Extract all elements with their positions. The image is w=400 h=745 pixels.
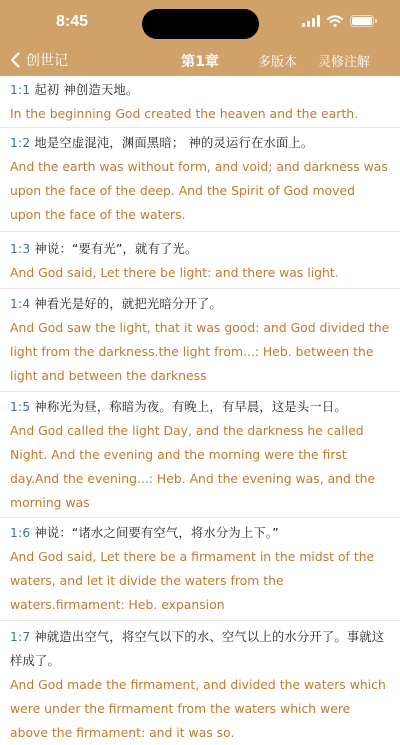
verse-chinese bbox=[10, 131, 390, 155]
verse-chinese-text: 神就造出空气，将空气以下的水、空气以上的水分开了。事就这样成了。 bbox=[10, 630, 385, 668]
verse-number: 1:1 bbox=[10, 83, 31, 97]
verse-number: 1:5 bbox=[10, 400, 31, 414]
verse-item[interactable] bbox=[0, 289, 400, 392]
verse-chinese bbox=[10, 521, 390, 545]
verse-english: And God made the firmament, and divided the waters which were under the firmament from the waters which were above the firmament: and it was so. bbox=[10, 677, 386, 740]
back-button[interactable] bbox=[10, 48, 68, 72]
verse-list[interactable] bbox=[0, 76, 400, 740]
verse-number: 1:6 bbox=[10, 526, 31, 540]
verse-chinese-text: 神称光为昼，称暗为夜。有晚上，有早晨，这是头一日。 bbox=[34, 400, 347, 414]
verse-number: 1:4 bbox=[10, 297, 31, 311]
verse-chinese-text: 神说：“诸水之间要有空气，将水分为上下。” bbox=[34, 526, 279, 540]
back-label: 创世记 bbox=[26, 53, 68, 69]
verse-english: And God saw the light, that it was good: and God divided the light from the darkness.the light from...: Heb. between the light and between the darkness bbox=[10, 320, 390, 383]
verse-item[interactable] bbox=[0, 392, 400, 518]
chapter-title: 第1章 bbox=[181, 54, 219, 70]
status-time: 8:45 bbox=[56, 13, 89, 30]
verse-english: And God called the light Day, and the darkness he called Night. And the evening and the morning were the first day.And the evening...: Heb. And the evening was, and the morning was bbox=[10, 423, 376, 510]
chevron-left-icon bbox=[10, 52, 20, 68]
verse-item[interactable] bbox=[0, 621, 400, 745]
verse-chinese bbox=[10, 395, 390, 419]
verse-english: And the earth was without form, and void; and darkness was upon the face of the deep. And the Spirit of God moved upon the face of the waters. bbox=[10, 159, 388, 222]
verse-english: And God said, Let there be light: and there was light. bbox=[10, 265, 339, 280]
battery-icon bbox=[350, 15, 374, 27]
dynamic-island bbox=[142, 9, 259, 39]
verse-chinese-text: 地是空虚混沌，渊面黑暗； 神的灵运行在水面上。 bbox=[34, 136, 314, 150]
verse-chinese bbox=[10, 237, 390, 261]
verse-chinese-text: 起初 神创造天地。 bbox=[34, 83, 139, 97]
verse-number: 1:2 bbox=[10, 136, 31, 150]
verse-number: 1:3 bbox=[10, 242, 31, 256]
signal-icon bbox=[302, 15, 320, 27]
verse-number: 1:7 bbox=[10, 630, 31, 644]
status-bar bbox=[0, 0, 400, 44]
verse-english: And God said, Let there be a firmament in the midst of the waters, and let it divide the waters from the waters.firmament: Heb. expansion bbox=[10, 549, 375, 612]
verse-english: In the beginning God created the heaven and the earth. bbox=[10, 106, 359, 121]
nav-bar bbox=[0, 44, 400, 76]
verse-item[interactable] bbox=[0, 518, 400, 621]
status-icons bbox=[302, 14, 374, 28]
verse-chinese bbox=[10, 292, 390, 316]
wifi-icon bbox=[327, 15, 343, 27]
verse-item[interactable] bbox=[0, 76, 400, 128]
verse-chinese-text: 神说：“要有光”，就有了光。 bbox=[34, 242, 198, 256]
verse-item[interactable] bbox=[0, 232, 400, 289]
versions-button[interactable]: 多版本 bbox=[258, 55, 298, 70]
verse-chinese bbox=[10, 78, 390, 102]
devotional-notes-button[interactable]: 灵修注解 bbox=[318, 55, 371, 70]
verse-chinese bbox=[10, 625, 390, 673]
app-header bbox=[0, 0, 400, 76]
verse-item[interactable] bbox=[0, 128, 400, 232]
verse-chinese-text: 神看光是好的，就把光暗分开了。 bbox=[34, 297, 222, 311]
